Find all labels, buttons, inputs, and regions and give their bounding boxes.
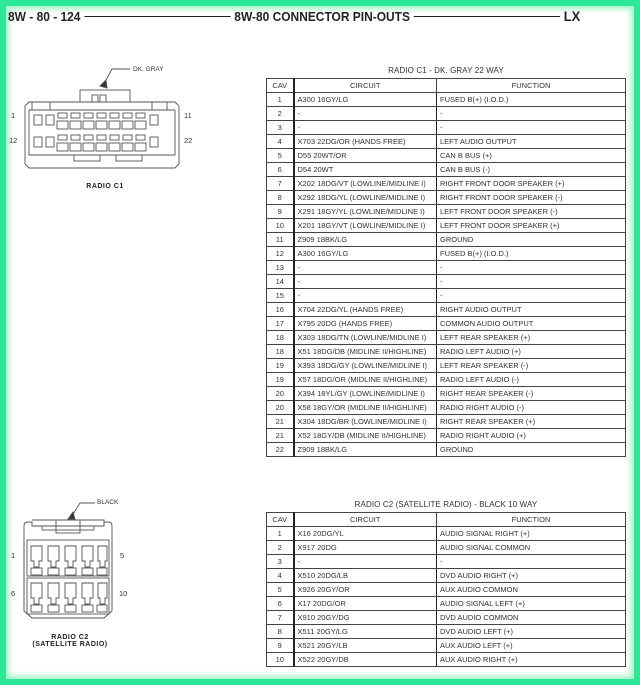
cav-cell: 9 [267, 205, 294, 219]
table-row [267, 247, 626, 261]
header-rule-left [84, 16, 230, 17]
column-header-circuit: CIRCUIT [294, 513, 437, 527]
circuit-cell: Z909 18BK/LG [294, 443, 437, 457]
table-row [267, 625, 626, 639]
function-cell: - [437, 555, 626, 569]
table-row [267, 275, 626, 289]
circuit-cell: X522 20GY/DB [294, 653, 437, 667]
cav-cell: 8 [267, 625, 294, 639]
model-code: LX [563, 8, 581, 24]
column-header-cav: CAV [267, 513, 294, 527]
cav-cell: 14 [267, 275, 294, 289]
pin-label-10: 10 [119, 589, 128, 598]
circuit-cell: - [294, 555, 437, 569]
circuit-cell: X292 18DG/YL (LOWLINE/MIDLINE I) [294, 191, 437, 205]
table-header-row [267, 79, 626, 93]
cav-cell: 11 [267, 233, 294, 247]
cav-cell: 22 [267, 443, 294, 457]
circuit-cell: - [294, 107, 437, 121]
table-row [267, 205, 626, 219]
function-cell: RADIO LEFT AUDIO (-) [437, 373, 626, 387]
function-cell: DVD AUDIO COMMON [437, 611, 626, 625]
cav-cell: 16 [267, 303, 294, 317]
function-cell: RIGHT FRONT DOOR SPEAKER (-) [437, 191, 626, 205]
cav-cell: 19 [267, 373, 294, 387]
cav-cell: 17 [267, 317, 294, 331]
table-header-row [267, 513, 626, 527]
circuit-cell: X910 20GY/DG [294, 611, 437, 625]
circuit-cell: - [294, 121, 437, 135]
table-row [267, 135, 626, 149]
connector-c2-color-callout: BLACK [97, 499, 119, 506]
function-cell: - [437, 289, 626, 303]
cav-cell: 7 [267, 611, 294, 625]
function-cell: RADIO LEFT AUDIO (+) [437, 345, 626, 359]
circuit-cell: X304 18DG/BR (LOWLINE/MIDLINE I) [294, 415, 437, 429]
column-header-function: FUNCTION [437, 513, 626, 527]
function-cell: FUSED B(+) (I.O.D.) [437, 93, 626, 107]
table-row [267, 569, 626, 583]
cav-cell: 10 [267, 219, 294, 233]
connector-c1-color-callout: DK. GRAY [133, 66, 164, 73]
connector-22-way-icon [20, 62, 193, 172]
cav-cell: 3 [267, 121, 294, 135]
circuit-cell: Z909 18BK/LG [294, 233, 437, 247]
circuit-cell: X16 20DG/YL [294, 527, 437, 541]
pin-label-11: 11 [184, 111, 192, 120]
circuit-cell: X917 20DG [294, 541, 437, 555]
cav-cell: 19 [267, 359, 294, 373]
function-cell: FUSED B(+) (I.O.D.) [437, 247, 626, 261]
cav-cell: 8 [267, 191, 294, 205]
table-row [267, 443, 626, 457]
table-c1 [266, 78, 626, 457]
circuit-cell: X303 18DG/TN (LOWLINE/MIDLINE I) [294, 331, 437, 345]
circuit-cell: A300 16GY/LG [294, 247, 437, 261]
cav-cell: 20 [267, 401, 294, 415]
function-cell: RIGHT REAR SPEAKER (+) [437, 415, 626, 429]
table-c2-title: RADIO C2 (SATELLITE RADIO) - BLACK 10 WAY [354, 500, 538, 509]
connector-c2-label-line1: RADIO C2 [51, 634, 89, 641]
cav-cell: 6 [267, 163, 294, 177]
cav-cell: 9 [267, 639, 294, 653]
circuit-cell: X510 20DG/LB [294, 569, 437, 583]
pin-label-12: 12 [9, 136, 18, 145]
table-row [267, 303, 626, 317]
table-row [267, 163, 626, 177]
table-row [267, 233, 626, 247]
pin-label-1: 1 [11, 111, 16, 120]
function-cell: - [437, 261, 626, 275]
cav-cell: 1 [267, 93, 294, 107]
connector-10-way-icon [18, 496, 118, 621]
circuit-cell: X393 18DG/GY (LOWLINE/MIDLINE I) [294, 359, 437, 373]
function-cell: - [437, 275, 626, 289]
pin-label-22: 22 [184, 136, 193, 145]
cav-cell: 18 [267, 331, 294, 345]
function-cell: CAN B BUS (+) [437, 149, 626, 163]
connector-c1-label: RADIO C1 [86, 183, 124, 190]
circuit-cell: - [294, 289, 437, 303]
cav-cell: 21 [267, 415, 294, 429]
table-row [267, 93, 626, 107]
cav-cell: 18 [267, 345, 294, 359]
function-cell: AUX AUDIO RIGHT (+) [437, 653, 626, 667]
header-rule-right [414, 16, 560, 17]
cav-cell: 10 [267, 653, 294, 667]
table-row [267, 415, 626, 429]
function-cell: AUDIO SIGNAL RIGHT (+) [437, 527, 626, 541]
table-row [267, 541, 626, 555]
circuit-cell: X704 22DG/YL (HANDS FREE) [294, 303, 437, 317]
connector-c2-label-line2: (SATELLITE RADIO) [32, 641, 108, 648]
circuit-cell: X202 18DG/VT (LOWLINE/MIDLINE I) [294, 177, 437, 191]
table-row [267, 401, 626, 415]
connector-c2-label [20, 634, 120, 648]
function-cell: LEFT REAR SPEAKER (-) [437, 359, 626, 373]
pin-label-1: 1 [11, 551, 16, 560]
circuit-cell: X58 18GY/OR (MIDLINE II/HIGHLINE) [294, 401, 437, 415]
function-cell: - [437, 107, 626, 121]
function-cell: RADIO RIGHT AUDIO (-) [437, 401, 626, 415]
column-header-function: FUNCTION [437, 79, 626, 93]
table-row [267, 639, 626, 653]
circuit-cell: X926 20GY/OR [294, 583, 437, 597]
cav-cell: 21 [267, 429, 294, 443]
table-row [267, 149, 626, 163]
table-row [267, 583, 626, 597]
table-row [267, 191, 626, 205]
cav-cell: 1 [267, 527, 294, 541]
table-row [267, 261, 626, 275]
cav-cell: 4 [267, 135, 294, 149]
table-row [267, 611, 626, 625]
cav-cell: 6 [267, 597, 294, 611]
circuit-cell: X17 20DG/OR [294, 597, 437, 611]
cav-cell: 2 [267, 541, 294, 555]
cav-cell: 5 [267, 149, 294, 163]
page-reference: 8W - 80 - 124 [8, 8, 81, 24]
function-cell: AUX AUDIO LEFT (+) [437, 639, 626, 653]
cav-cell: 13 [267, 261, 294, 275]
table-row [267, 121, 626, 135]
circuit-cell: - [294, 275, 437, 289]
function-cell: LEFT FRONT DOOR SPEAKER (-) [437, 205, 626, 219]
table-row [267, 289, 626, 303]
table-row [267, 177, 626, 191]
cav-cell: 2 [267, 107, 294, 121]
circuit-cell: X291 18GY/YL (LOWLINE/MIDLINE I) [294, 205, 437, 219]
function-cell: DVD AUDIO RIGHT (+) [437, 569, 626, 583]
table-row [267, 331, 626, 345]
table-row [267, 107, 626, 121]
cav-cell: 12 [267, 247, 294, 261]
circuit-cell: X394 18YL/GY (LOWLINE/MIDLINE I) [294, 387, 437, 401]
function-cell: RADIO RIGHT AUDIO (+) [437, 429, 626, 443]
circuit-cell: A300 16GY/LG [294, 93, 437, 107]
function-cell: - [437, 121, 626, 135]
table-c1-title: RADIO C1 - DK. GRAY 22 WAY [388, 66, 504, 75]
function-cell: AUX AUDIO COMMON [437, 583, 626, 597]
function-cell: AUDIO SIGNAL LEFT (+) [437, 597, 626, 611]
circuit-cell: X52 18GY/DB (MIDLINE II/HIGHLINE) [294, 429, 437, 443]
page-title: 8W-80 CONNECTOR PIN-OUTS [234, 8, 410, 24]
function-cell: DVD AUDIO LEFT (+) [437, 625, 626, 639]
circuit-cell: X57 18DG/OR (MIDLINE II/HIGHLINE) [294, 373, 437, 387]
table-row [267, 387, 626, 401]
cav-cell: 5 [267, 583, 294, 597]
function-cell: RIGHT REAR SPEAKER (-) [437, 387, 626, 401]
circuit-cell: X703 22DG/OR (HANDS FREE) [294, 135, 437, 149]
function-cell: LEFT REAR SPEAKER (+) [437, 331, 626, 345]
table-row [267, 373, 626, 387]
pin-label-6: 6 [11, 589, 16, 598]
circuit-cell: X511 20GY/LG [294, 625, 437, 639]
table-row [267, 597, 626, 611]
function-cell: GROUND [437, 443, 626, 457]
table-row [267, 359, 626, 373]
circuit-cell: X795 20DG (HANDS FREE) [294, 317, 437, 331]
table-row [267, 317, 626, 331]
cav-cell: 15 [267, 289, 294, 303]
table-c2 [266, 512, 626, 667]
function-cell: GROUND [437, 233, 626, 247]
table-row [267, 555, 626, 569]
function-cell: LEFT AUDIO OUTPUT [437, 135, 626, 149]
cav-cell: 7 [267, 177, 294, 191]
function-cell: AUDIO SIGNAL COMMON [437, 541, 626, 555]
circuit-cell: X201 18GY/VT (LOWLINE/MIDLINE I) [294, 219, 437, 233]
table-row [267, 345, 626, 359]
cav-cell: 3 [267, 555, 294, 569]
circuit-cell: D54 20WT [294, 163, 437, 177]
circuit-cell: X51 18DG/DB (MIDLINE II/HIGHLINE) [294, 345, 437, 359]
pin-label-5: 5 [120, 551, 125, 560]
table-row [267, 429, 626, 443]
function-cell: COMMON AUDIO OUTPUT [437, 317, 626, 331]
function-cell: RIGHT AUDIO OUTPUT [437, 303, 626, 317]
table-row [267, 219, 626, 233]
function-cell: CAN B BUS (-) [437, 163, 626, 177]
column-header-circuit: CIRCUIT [294, 79, 437, 93]
column-header-cav: CAV [267, 79, 294, 93]
circuit-cell: D55 20WT/OR [294, 149, 437, 163]
circuit-cell: - [294, 261, 437, 275]
table-row [267, 527, 626, 541]
cav-cell: 4 [267, 569, 294, 583]
page-header [8, 6, 580, 26]
function-cell: RIGHT FRONT DOOR SPEAKER (+) [437, 177, 626, 191]
table-row [267, 653, 626, 667]
circuit-cell: X521 20GY/LB [294, 639, 437, 653]
cav-cell: 20 [267, 387, 294, 401]
function-cell: LEFT FRONT DOOR SPEAKER (+) [437, 219, 626, 233]
